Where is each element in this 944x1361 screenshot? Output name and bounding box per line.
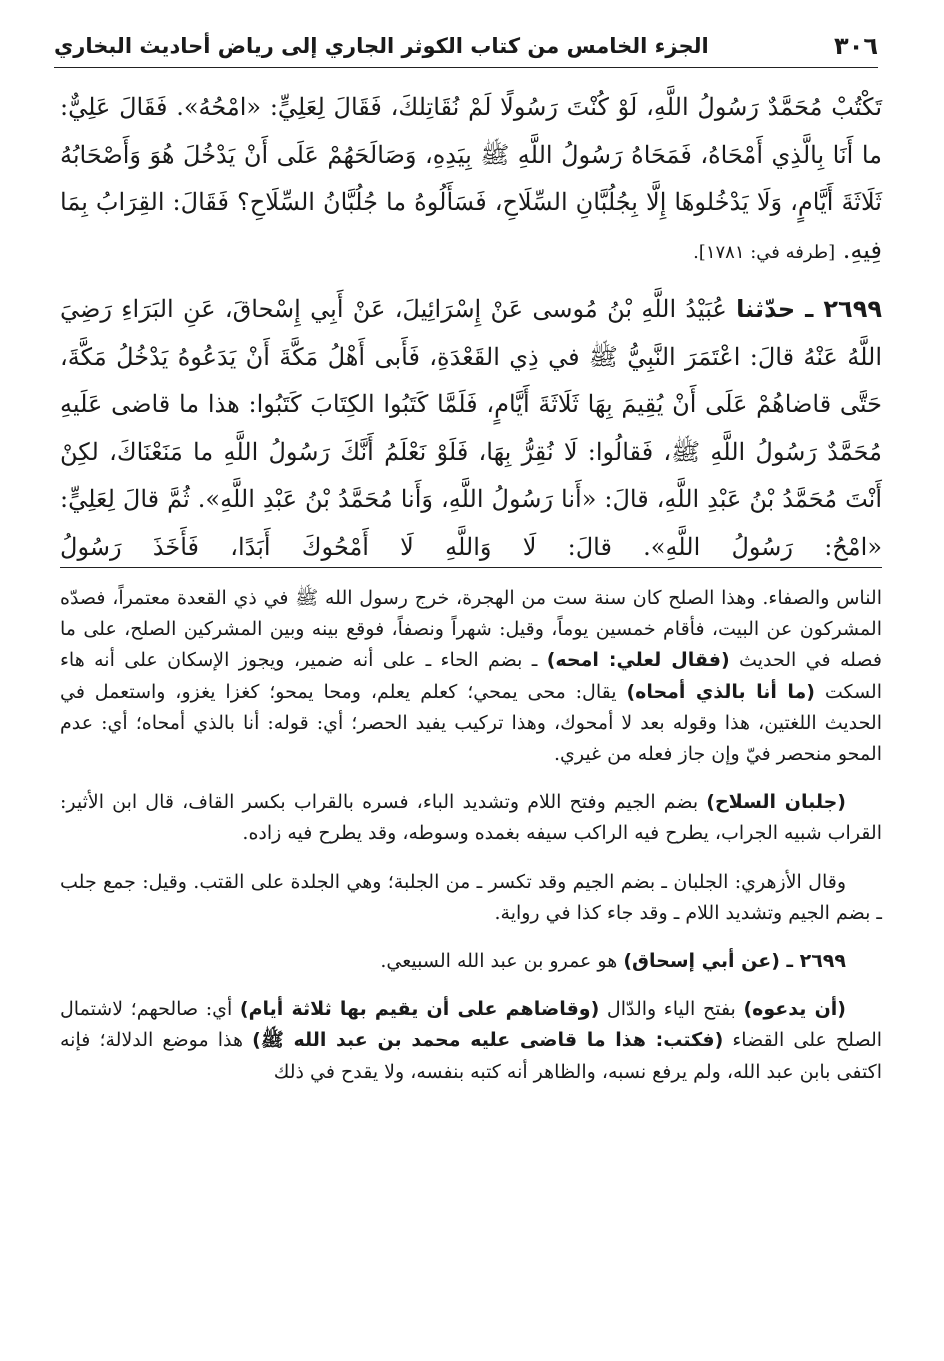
commentary-paragraph: [60, 583, 882, 770]
quoted-phrase: (فقال لعلي: امحه): [546, 649, 730, 672]
commentary-text: هذا موضع الدلالة؛ فإنه اكتفى بابن عبد الله، ولم يرفع نسبه، والظاهر أنه كتبه بنفسه، ولا يقدح في ذلك: [60, 1029, 882, 1083]
quoted-phrase: (ما أنا بالذي أمحاه): [626, 680, 815, 703]
commentary-paragraph: [60, 787, 882, 849]
running-header: [54, 22, 878, 68]
commentary-text: يقال: محى يمحي؛ كعلم يعلم، ومحا يمحو؛ كغزا يغزو، واستعمل في الحديث اللغتين، هذا وقوله بعد لا أمحوك، وهذا تركيب يفيد الحصر؛ أي: قوله: أنا بالذي أمحاه؛ أي: عدم المحو منحصر فيّ وإن جاز فعله من غيري.: [60, 680, 882, 766]
commentary-paragraph: [60, 867, 882, 929]
commentary-paragraph: [60, 946, 882, 977]
hadith-continuation: [60, 84, 882, 276]
footnote-divider: [60, 567, 882, 568]
commentary: [60, 583, 882, 1088]
page-number: ٣٠٦: [834, 32, 878, 60]
running-title: الجزء الخامس من كتاب الكوثر الجاري إلى رياض أحاديث البخاري: [54, 34, 709, 58]
header-rule: [54, 67, 878, 68]
hadith-2699-text: عُبَيْدُ اللَّهِ بْنُ مُوسى عَنْ إِسْرَائِيلَ، عَنْ أَبِي إِسْحاقَ، عَنِ البَرَاءِ رَضِيَ اللَّهُ عَنْهُ قالَ: اعْتَمَرَ النَّبِيُّ ﷺ في ذِي القَعْدَةِ، فَأَبى أَهْلُ مَكَّةَ أَنْ يَدَعُوهُ يَدْخُلُ مَكَّةَ، حَتَّى قاضاهُمْ عَلَى أَنْ يُقِيمَ بِهَا ثَلَاثَةَ أَيَّامٍ، فَلَمَّا كَتَبُوا الكِتَابَ كَتَبُوا: هذا ما قاضى عَلَيهِ مُحَمَّدٌ رَسُولُ اللَّهِ ﷺ، فَقالُوا: لَا نُقِرُّ بِهَا، فَلَوْ نَعْلَمُ أَنَّكَ رَسُولُ اللَّهِ ما مَنَعْنَاكَ، لكِنْ أَنْتَ مُحَمَّدُ بْنُ عَبْدِ اللَّهِ، قالَ: «أَنا رَسُولُ اللَّهِ، وَأَنا مُحَمَّدُ بْنُ عَبْدِ اللَّهِ». ثُمَّ قالَ لِعَلِيٍّ: «امْحُ: رَسُولُ اللَّهِ». قالَ: لَا وَاللَّهِ لَا أَمْحُوكَ أَبَدًا، فَأَخَذَ رَسُولُ: [60, 295, 882, 561]
hadith-2699: [60, 286, 882, 571]
commentary-text: هو عمرو بن عبد الله السبيعي.: [380, 950, 618, 973]
commentary-text: الناس والصفاء. وهذا الصلح كان سنة ست من الهجرة، خرج رسول الله ﷺ في ذي القعدة معتمراً، فصدّه المشركون عن البيت، فأقام خمسين يوماً، وقيل: شهراً ونصفاً، فوقع بينه وبين المشركين الصلح، على ما فصله في الحديث: [60, 587, 882, 672]
commentary-text: وقال الأزهري: الجلبان ـ بضم الجيم وقد تكسر ـ من الجلبة؛ وهي الجلدة على القتب. وقيل: جمع جلب ـ بضم الجيم وتشديد اللام ـ وقد جاء كذا في رواية.: [60, 870, 882, 924]
hadith-continuation-text: تَكْتُبْ مُحَمَّدٌ رَسُولُ اللَّهِ، لَوْ كُنْتَ رَسُولًا لَمْ نُقَاتِلكَ، فَقَالَ لِعَلِيٍّ: «امْحُهُ». فَقَالَ عَلِيٌّ: ما أَنَا بِالَّذِي أَمْحَاهُ، فَمَحَاهُ رَسُولُ اللَّهِ ﷺ بِيَدِهِ، وَصَالَحَهُمْ عَلَى أَنْ يَدْخُلَ هُوَ وَأَصْحَابُهُ ثَلَاثَةَ أَيَّامٍ، وَلَا يَدْخُلوهَا إِلَّا بِجُلُبَّانِ السِّلَاحِ، فَسَأَلُوهُ ما جُلُبَّانُ السِّلَاحِ؟ فَقَالَ: القِرَابُ بِمَا فِيهِ.: [60, 93, 882, 264]
commentary-text: بفتح الياء والدّال: [606, 998, 736, 1021]
commentary-paragraph: [60, 994, 882, 1088]
hadith-number: ٢٦٩٩ ـ حدّثنا: [736, 295, 882, 323]
quoted-phrase: (أن يدعوه): [743, 998, 846, 1021]
quoted-phrase: ٢٦٩٩ ـ (عن أبي إسحاق): [623, 950, 846, 973]
quoted-phrase: (فكتب: هذا ما قاضى عليه محمد بن عبد الله ﷺ): [252, 1029, 724, 1052]
commentary-text: بضم الجيم وفتح اللام وتشديد الباء، فسره بالقراب بكسر القاف، قال ابن الأثير: القراب شبيه الجراب، يطرح فيه الراكب سيفه بغمده وسوطه، وقد يطرح فيه زاده.: [60, 791, 882, 845]
cross-reference: [طرفه في: ١٧٨١].: [693, 241, 836, 263]
commentary-text: ـ بضم الحاء ـ على أنه ضمير، ويجوز الإسكان على أنه هاء السكت: [60, 649, 882, 703]
commentary-text: أي: صالحهم؛ لاشتمال الصلح على القضاء: [60, 998, 883, 1052]
quoted-phrase: (جلبان السلاح): [706, 791, 846, 814]
quoted-phrase: (وقاضاهم على أن يقيم بها ثلاثة أيام): [239, 998, 600, 1021]
hadith-text: [60, 84, 882, 571]
